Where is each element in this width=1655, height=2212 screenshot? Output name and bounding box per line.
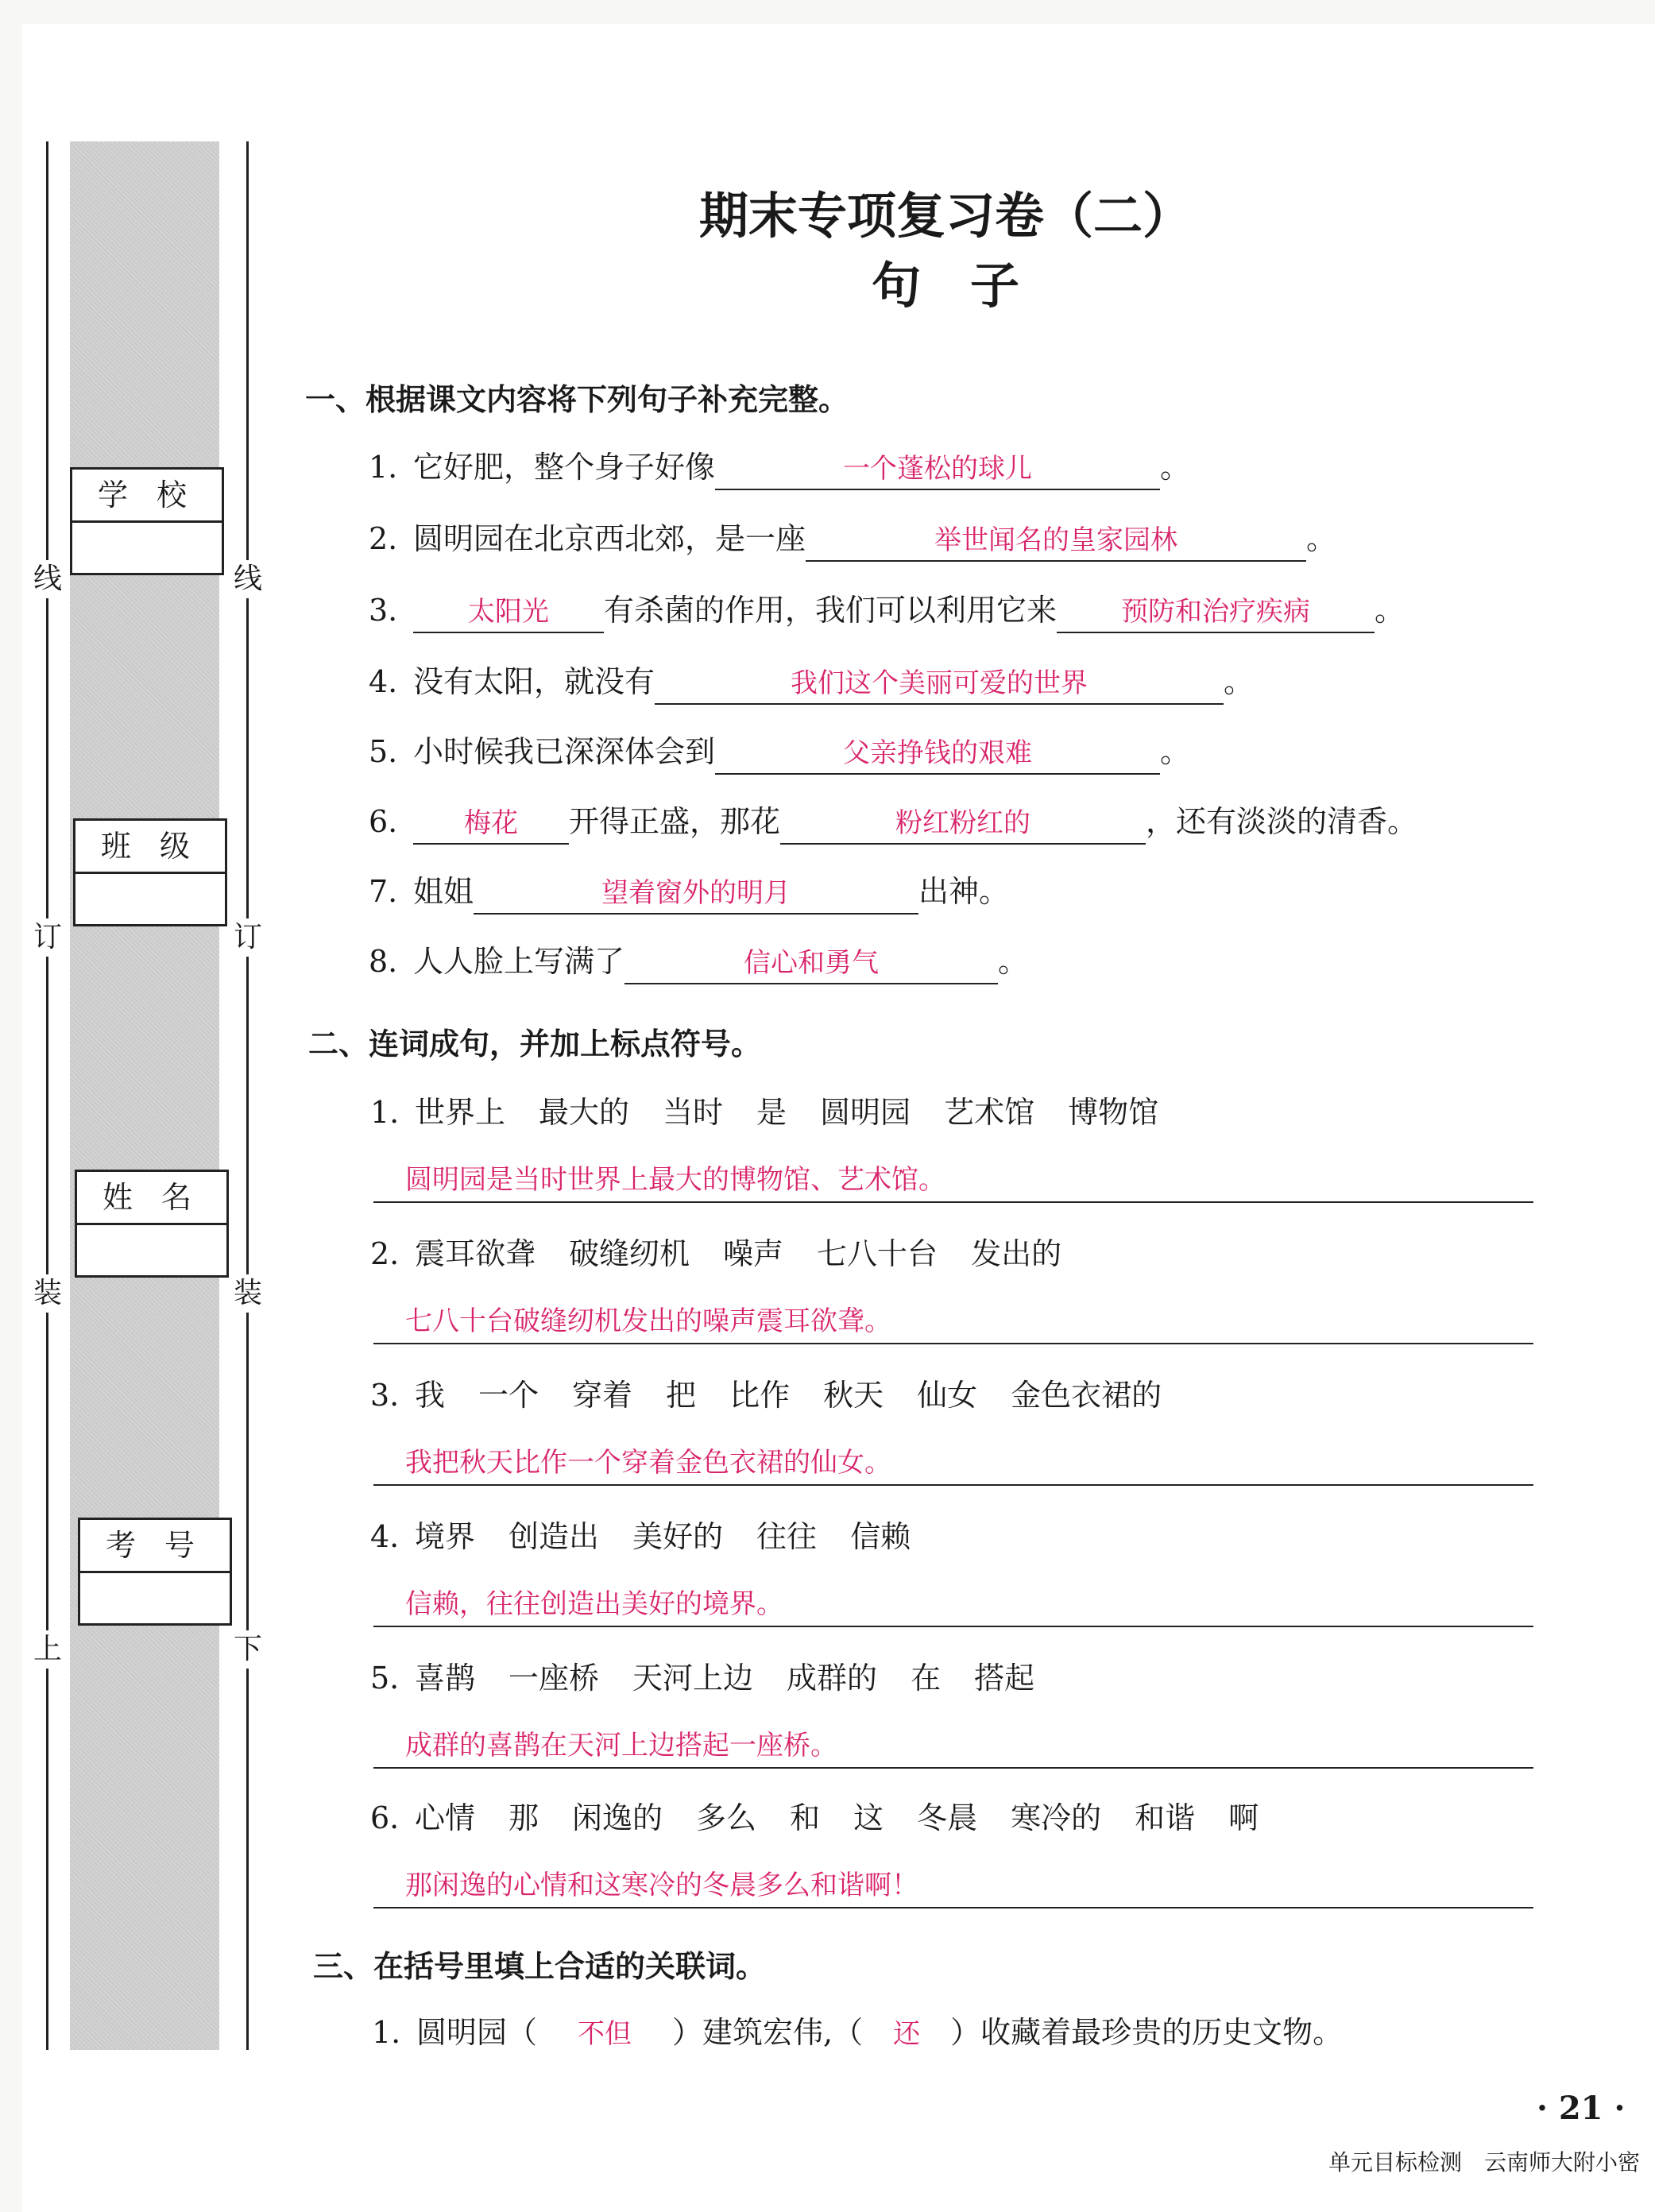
section-1-heading: 一、根据课文内容将下列句子补充完整。	[305, 382, 849, 417]
school-field[interactable]	[70, 467, 224, 575]
answer-blank[interactable]: 太阳光	[413, 592, 604, 633]
s2-item-4-answer[interactable]: 信赖，往往创造出美好的境界。	[373, 1583, 1533, 1627]
s2-item-1-words: 1. 世界上 最大的 当时 是 圆明园 艺术馆 博物馆	[370, 1095, 1159, 1130]
page-title: 期末专项复习卷（二）	[698, 187, 1192, 245]
s2-item-3-answer[interactable]: 我把秋天比作一个穿着金色衣裙的仙女。	[373, 1441, 1533, 1486]
margin-mark-xian-right: 线	[232, 560, 264, 598]
s1-item-6: 6. 梅花 开得正盛，那花 粉红粉红的 ，还有淡淡的清香。	[369, 799, 1417, 845]
answer-blank[interactable]: 父亲挣钱的艰难	[715, 733, 1160, 775]
s2-item-4-words: 4. 境界 创造出 美好的 往往 信赖	[370, 1519, 911, 1554]
answer-blank[interactable]: 一个蓬松的球儿	[715, 449, 1160, 490]
answer-blank[interactable]: 梅花	[413, 803, 569, 845]
school-label: 学 校	[72, 470, 222, 523]
margin-mark-xia: 下	[232, 1630, 264, 1669]
s2-item-2-answer[interactable]: 七八十台破缝纫机发出的噪声震耳欲聋。	[373, 1300, 1533, 1344]
page-subtitle: 句 子	[871, 257, 1019, 315]
class-field[interactable]	[73, 818, 227, 926]
name-label: 姓 名	[77, 1172, 226, 1225]
answer-blank[interactable]: 望着窗外的明月	[474, 873, 918, 915]
s1-item-3: 3. 太阳光 有杀菌的作用，我们可以利用它来 预防和治疗疾病 。	[369, 588, 1405, 633]
margin-mark-ding-right: 订	[232, 918, 264, 957]
s1-item-4: 4. 没有太阳，就没有 我们这个美丽可爱的世界 。	[369, 659, 1254, 705]
answer-blank[interactable]: 还	[893, 2018, 921, 2050]
margin-mark-ding-left: 订	[32, 918, 64, 957]
name-field[interactable]	[75, 1170, 229, 1278]
s2-item-3-words: 3. 我 一个 穿着 把 比作 秋天 仙女 金色衣裙的	[370, 1378, 1162, 1413]
s2-item-5-words: 5. 喜鹊 一座桥 天河上边 成群的 在 搭起	[370, 1661, 1035, 1696]
margin-line-left	[46, 141, 48, 2050]
answer-blank[interactable]: 举世闻名的皇家园林	[806, 520, 1306, 562]
answer-blank[interactable]: 粉红粉红的	[780, 803, 1146, 845]
margin-mark-shang: 上	[32, 1630, 64, 1669]
exam-number-field[interactable]	[78, 1518, 232, 1626]
s1-item-5: 5. 小时候我已深深体会到 父亲挣钱的艰难 。	[369, 729, 1190, 775]
page-number: · 21 ·	[1537, 2090, 1626, 2127]
answer-blank[interactable]: 不但	[578, 2018, 632, 2050]
binding-strip	[70, 141, 219, 2050]
exam-number-label: 考 号	[80, 1520, 230, 1573]
s1-item-8: 8. 人人脸上写满了 信心和勇气 。	[369, 939, 1028, 984]
margin-mark-zhuang-left: 装	[32, 1274, 64, 1313]
s2-item-6-answer[interactable]: 那闲逸的心情和这寒冷的冬晨多么和谐啊！	[373, 1864, 1533, 1908]
s2-item-6-words: 6. 心情 那 闲逸的 多么 和 这 冬晨 寒冷的 和谐 啊	[370, 1800, 1259, 1835]
answer-blank[interactable]: 预防和治疗疾病	[1057, 592, 1375, 633]
s2-item-1-answer[interactable]: 圆明园是当时世界上最大的博物馆、艺术馆。	[373, 1158, 1533, 1203]
class-label: 班 级	[75, 821, 225, 874]
answer-blank[interactable]: 信心和勇气	[624, 943, 998, 984]
section-2-heading: 二、连词成句，并加上标点符号。	[308, 1027, 762, 1062]
s2-item-5-answer[interactable]: 成群的喜鹊在天河上边搭起一座桥。	[373, 1724, 1533, 1769]
s1-item-7: 7. 姐姐 望着窗外的明月 出神。	[369, 869, 1009, 915]
s3-item-1: 1. 圆明园（ 不但 ）建筑宏伟,（ 还 ）收藏着最珍贵的历史文物。	[372, 2010, 1343, 2056]
page-footer: 单元目标检测 云南师大附小密	[1328, 2149, 1641, 2175]
answer-blank[interactable]: 我们这个美丽可爱的世界	[655, 663, 1224, 705]
section-3-heading: 三、在括号里填上合适的关联词。	[313, 1949, 767, 1984]
margin-mark-zhuang-right: 装	[232, 1274, 264, 1313]
s1-item-2: 2. 圆明园在北京西北郊，是一座 举世闻名的皇家园林 。	[369, 516, 1336, 562]
margin-mark-xian-left: 线	[32, 560, 64, 598]
margin-line-right	[246, 141, 249, 2050]
s1-item-1: 1. 它好肥，整个身子好像 一个蓬松的球儿 。	[369, 445, 1190, 490]
s2-item-2-words: 2. 震耳欲聋 破缝纫机 噪声 七八十台 发出的	[370, 1236, 1062, 1271]
